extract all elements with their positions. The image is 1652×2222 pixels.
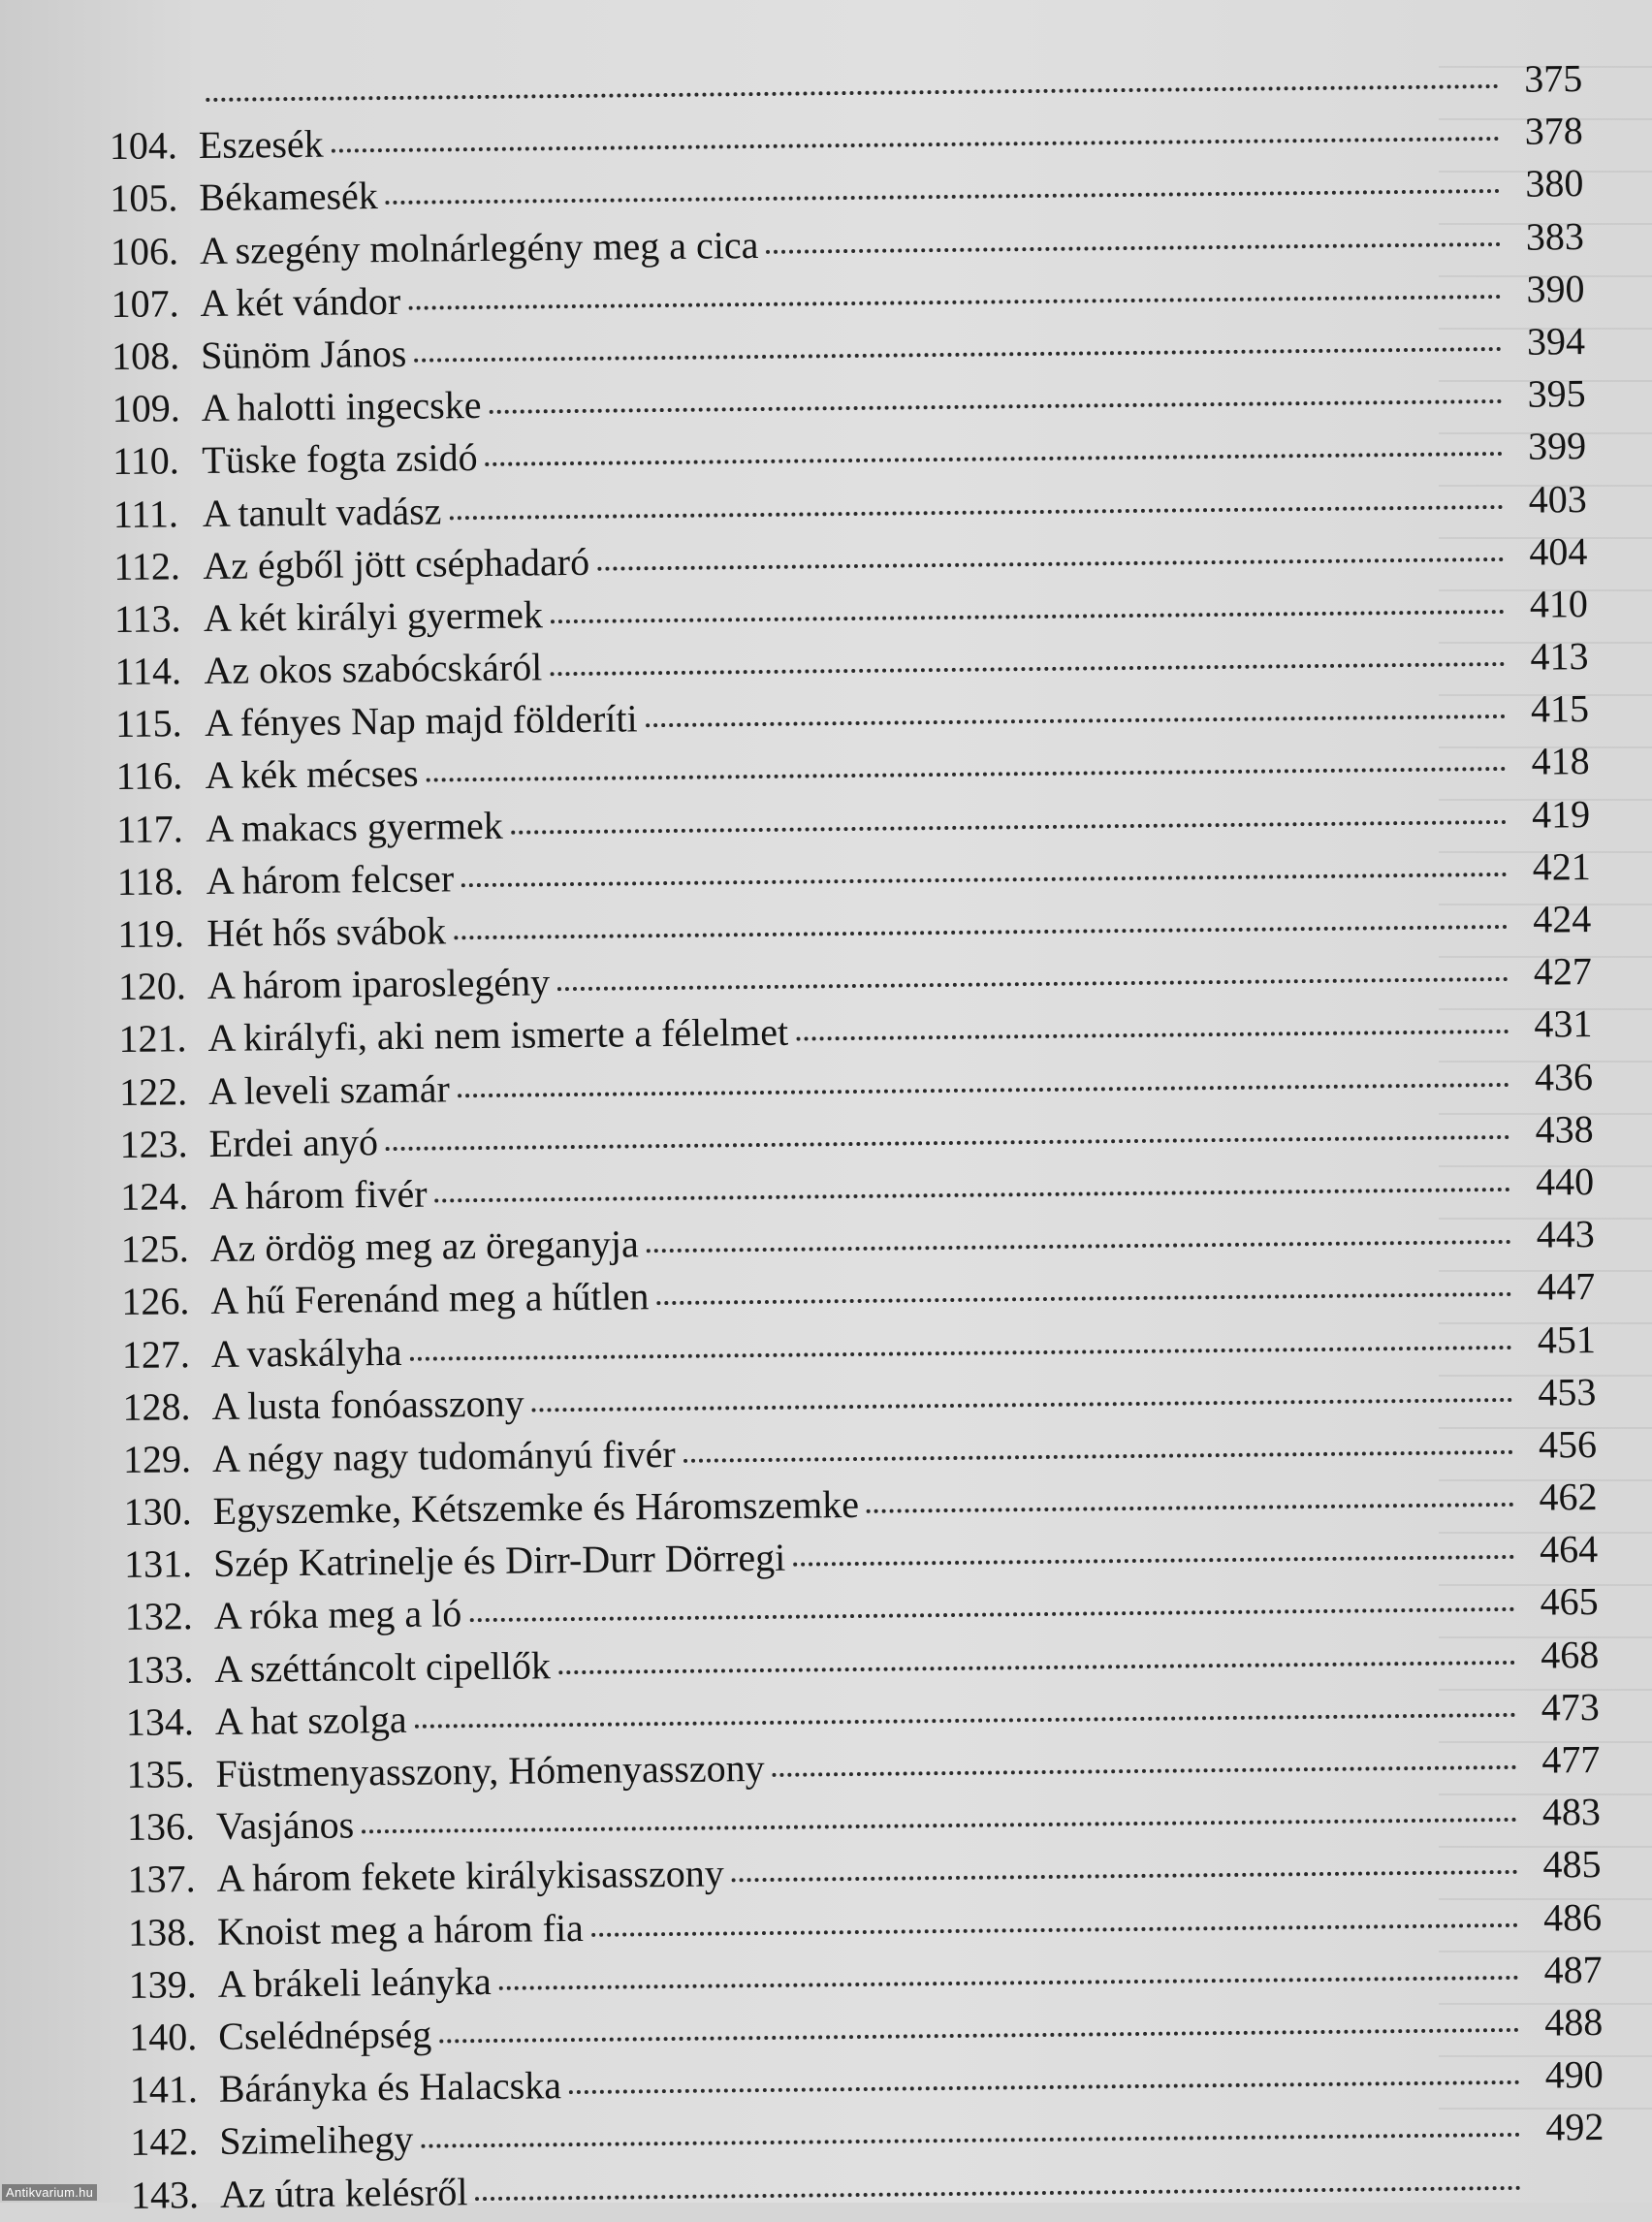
toc-entry-title: A vaskályha <box>210 1329 402 1376</box>
toc-page-number: 419 <box>1531 791 1591 837</box>
dot-leader <box>386 185 1501 205</box>
toc-page-number: 468 <box>1540 1632 1600 1677</box>
dot-leader <box>475 2181 1521 2200</box>
dot-leader <box>458 1078 1509 1096</box>
toc-entry-number: 109. <box>111 386 180 431</box>
toc-page-number: 453 <box>1538 1369 1597 1414</box>
toc-entry-number: 133. <box>125 1646 194 1692</box>
toc-entry-number: 108. <box>111 333 180 378</box>
toc-entry-number: 114. <box>114 649 182 694</box>
toc-entry-number: 135. <box>126 1752 195 1796</box>
toc-entry-title: A leveli szamár <box>207 1065 451 1113</box>
toc-page-number: 380 <box>1525 161 1584 206</box>
dot-leader <box>490 396 1503 414</box>
dot-leader <box>499 1972 1519 1990</box>
dot-leader <box>793 1551 1514 1567</box>
dot-leader <box>386 1131 1510 1151</box>
toc-entry-title: Az égből jött cséphadaró <box>203 539 590 587</box>
toc-entry-title: Az útra kelésről <box>219 2169 468 2216</box>
toc-page-number: 436 <box>1534 1054 1594 1099</box>
toc-entry-number: 120. <box>117 964 187 1009</box>
toc-entry-title: A tanult vadász <box>202 488 442 535</box>
toc-entry-title: Erdei anyó <box>208 1119 379 1165</box>
dot-leader <box>569 2077 1520 2094</box>
toc-entry-title: Vasjános <box>215 1802 355 1849</box>
toc-entry-number: 140. <box>129 2015 198 2059</box>
dot-leader <box>421 2129 1520 2148</box>
dot-leader <box>410 1341 1512 1360</box>
toc-page-number: 413 <box>1530 634 1589 679</box>
dot-leader <box>551 606 1505 623</box>
toc-page-number: 427 <box>1533 949 1593 994</box>
dot-leader <box>766 238 1501 254</box>
toc-entry-number: 121. <box>118 1016 187 1062</box>
toc-entry-number: 126. <box>121 1279 190 1324</box>
dot-leader <box>732 1866 1518 1882</box>
toc-entry-title: A makacs gyermek <box>205 803 503 850</box>
dot-leader <box>454 921 1508 939</box>
dot-leader <box>796 1026 1509 1041</box>
toc-entry-title: Szép Katrinelje és Dirr-Durr Dörregi <box>212 1536 786 1586</box>
dot-leader <box>550 658 1505 676</box>
toc-page-number: 456 <box>1538 1421 1598 1467</box>
dot-leader <box>439 2024 1519 2044</box>
dot-leader <box>773 1762 1517 1777</box>
dot-leader <box>332 133 1500 153</box>
toc-page-number: 415 <box>1530 686 1590 731</box>
toc-page-number: 488 <box>1543 1999 1604 2045</box>
toc-entry-number: 137. <box>127 1857 196 1902</box>
dot-leader <box>683 1446 1513 1463</box>
toc-entry-title: A kék mécses <box>205 751 419 798</box>
toc-entry-number: 115. <box>114 701 182 746</box>
toc-entry-number: 129. <box>122 1437 192 1481</box>
dot-leader <box>469 1603 1515 1622</box>
toc-entry-title: A szegény molnárlegény meg a cica <box>199 222 759 272</box>
toc-page-number: 421 <box>1532 843 1591 889</box>
dot-leader <box>408 291 1501 310</box>
toc-entry-number: 125. <box>120 1226 189 1272</box>
toc-entry-title: Báránykа és Halacska <box>218 2063 562 2111</box>
toc-page-number: 464 <box>1539 1527 1599 1571</box>
dot-leader <box>427 763 1507 782</box>
toc-entry-title: A három felcser <box>206 856 455 903</box>
dot-leader <box>646 711 1506 727</box>
toc-entry-title: A hat szolga <box>214 1697 407 1743</box>
toc-page-number: 424 <box>1533 897 1592 941</box>
dot-leader <box>461 869 1508 887</box>
toc-entry-title: A halotti ingecske <box>201 383 482 430</box>
toc-entry-title: A fényes Nap majd földeríti <box>204 696 638 746</box>
toc-page-number: 473 <box>1541 1684 1601 1730</box>
dot-leader <box>557 973 1509 991</box>
toc-entry-title: Sünöm János <box>200 331 407 377</box>
dot-leader <box>414 343 1502 363</box>
toc-entry-number: 113. <box>113 596 181 641</box>
toc-entry-title: Eszesék <box>198 121 324 168</box>
dot-leader <box>647 1236 1511 1253</box>
dot-leader <box>558 1657 1515 1674</box>
toc-entry-number: 111. <box>112 491 179 536</box>
toc-page-number: 462 <box>1539 1475 1598 1519</box>
toc-page-number: 438 <box>1535 1106 1594 1152</box>
toc-entry-number: 116. <box>115 753 183 799</box>
toc-entry-title: A hű Ferenánd meg a hűtlen <box>210 1274 650 1323</box>
toc-entry-title: Cselédnépség <box>218 2012 432 2058</box>
toc-entry-title: A királyfi, aki nem ismerte a félelmet <box>207 1010 789 1061</box>
toc-entry-title: Az ördög meg az öreganyja <box>209 1222 639 1271</box>
toc-entry-number: 142. <box>130 2119 199 2165</box>
toc-entry-number: 141. <box>129 2067 199 2112</box>
dot-leader <box>511 816 1507 835</box>
toc-page-number: 451 <box>1537 1317 1597 1362</box>
toc-page-number: 375 <box>1523 56 1583 101</box>
toc-entry-number: 127. <box>121 1331 191 1377</box>
toc-page-number: 418 <box>1531 739 1590 784</box>
toc-page-number: 399 <box>1527 424 1587 469</box>
toc-page-number: 465 <box>1540 1579 1599 1625</box>
toc-page-number: 440 <box>1535 1159 1595 1204</box>
toc-entry-number: 122. <box>118 1068 188 1114</box>
toc-entry-number: 118. <box>116 859 184 904</box>
toc-page-number <box>1529 2192 1604 2193</box>
toc-page-number: 477 <box>1541 1736 1601 1782</box>
toc-entry-number: 131. <box>123 1541 193 1587</box>
toc-entry-title: Tüske fogta zsidó <box>202 435 478 483</box>
toc-entry-number: 117. <box>115 806 183 851</box>
toc-page-number: 431 <box>1534 1001 1593 1047</box>
toc-page-number: 390 <box>1526 266 1585 311</box>
toc-entry-number: 119. <box>117 911 185 956</box>
toc-entry-title: Knoist meg a három fia <box>216 1905 585 1953</box>
toc-entry-title: A négy nagy tudományú fivér <box>211 1431 676 1480</box>
dot-leader <box>362 1814 1517 1833</box>
toc-entry-number: 132. <box>124 1594 193 1639</box>
dot-leader <box>435 1184 1511 1203</box>
toc-entry-title: Szimelihegy <box>219 2117 414 2164</box>
toc-entry-title: A két vándor <box>200 278 401 325</box>
toc-page-number: 483 <box>1541 1790 1602 1834</box>
toc-entry-number: 136. <box>126 1804 196 1850</box>
dot-leader <box>206 80 1499 102</box>
toc-page-number: 486 <box>1542 1894 1603 1940</box>
toc-entry-number: 143. <box>130 2172 200 2217</box>
toc-entry-number: 130. <box>123 1489 192 1534</box>
dot-leader <box>867 1499 1514 1513</box>
dot-leader <box>597 554 1504 571</box>
dot-leader <box>591 1919 1518 1936</box>
toc-page-number: 490 <box>1544 2052 1604 2097</box>
toc-page-number: 395 <box>1527 371 1586 416</box>
toc-entry-title: Békamesék <box>199 174 379 220</box>
toc-page-number: 492 <box>1545 2105 1604 2149</box>
toc-entry-title: A három iparoslegény <box>206 960 551 1008</box>
table-of-contents <box>109 52 1604 2221</box>
dot-leader <box>449 500 1503 519</box>
toc-page-number: 394 <box>1526 319 1586 364</box>
dot-leader <box>532 1394 1513 1413</box>
toc-entry-number: 107. <box>111 281 179 326</box>
toc-entry-title: Hét hős svábok <box>206 908 447 955</box>
toc-entry-title: Füstmenyasszony, Hómenyasszony <box>215 1746 765 1795</box>
dot-leader <box>486 448 1504 466</box>
toc-entry-number: 105. <box>110 175 178 221</box>
toc-entry-title: A róka meg a ló <box>213 1591 462 1638</box>
toc-page-number: 487 <box>1543 1947 1603 1992</box>
toc-entry-title: A lusta fonóasszony <box>211 1381 524 1428</box>
dot-leader <box>656 1288 1511 1305</box>
toc-entry-number: 124. <box>119 1174 189 1219</box>
toc-page-number: 383 <box>1525 213 1585 259</box>
toc-entry-title: A brákeli leányka <box>217 1958 492 2006</box>
toc-entry-number: 128. <box>122 1383 191 1429</box>
toc-entry-number: 134. <box>125 1698 195 1744</box>
toc-entry-number: 104. <box>109 123 178 169</box>
toc-page-number: 404 <box>1529 528 1588 574</box>
toc-entry-title: Az okos szabócskáról <box>204 645 543 693</box>
toc-page-number: 443 <box>1536 1212 1595 1256</box>
toc-entry-number: 106. <box>110 228 179 273</box>
toc-entry-title: A széttáncolt cipellők <box>214 1642 552 1691</box>
toc-page-number: 378 <box>1524 109 1583 153</box>
toc-entry-title: A két királyi gyermek <box>203 592 544 640</box>
toc-entry-number: 139. <box>128 1961 197 2007</box>
toc-entry-number: 138. <box>127 1909 197 1954</box>
toc-entry-number: 110. <box>112 438 179 484</box>
toc-page-number: 410 <box>1529 581 1589 626</box>
toc-entry-title: A három fivér <box>208 1171 428 1218</box>
toc-page-number: 485 <box>1542 1842 1602 1887</box>
toc-page-number: 447 <box>1537 1264 1596 1309</box>
toc-entry-number: 112. <box>113 543 181 588</box>
dot-leader <box>415 1709 1516 1729</box>
toc-entry-number: 123. <box>119 1121 188 1166</box>
toc-entry-title: Egyszemke, Kétszemke és Háromszemke <box>212 1482 860 1534</box>
toc-page-number: 403 <box>1528 476 1587 522</box>
toc-entry-title: A három fekete királykisasszony <box>216 1851 724 1901</box>
site-watermark: Antikvarium.hu <box>2 2184 97 2201</box>
